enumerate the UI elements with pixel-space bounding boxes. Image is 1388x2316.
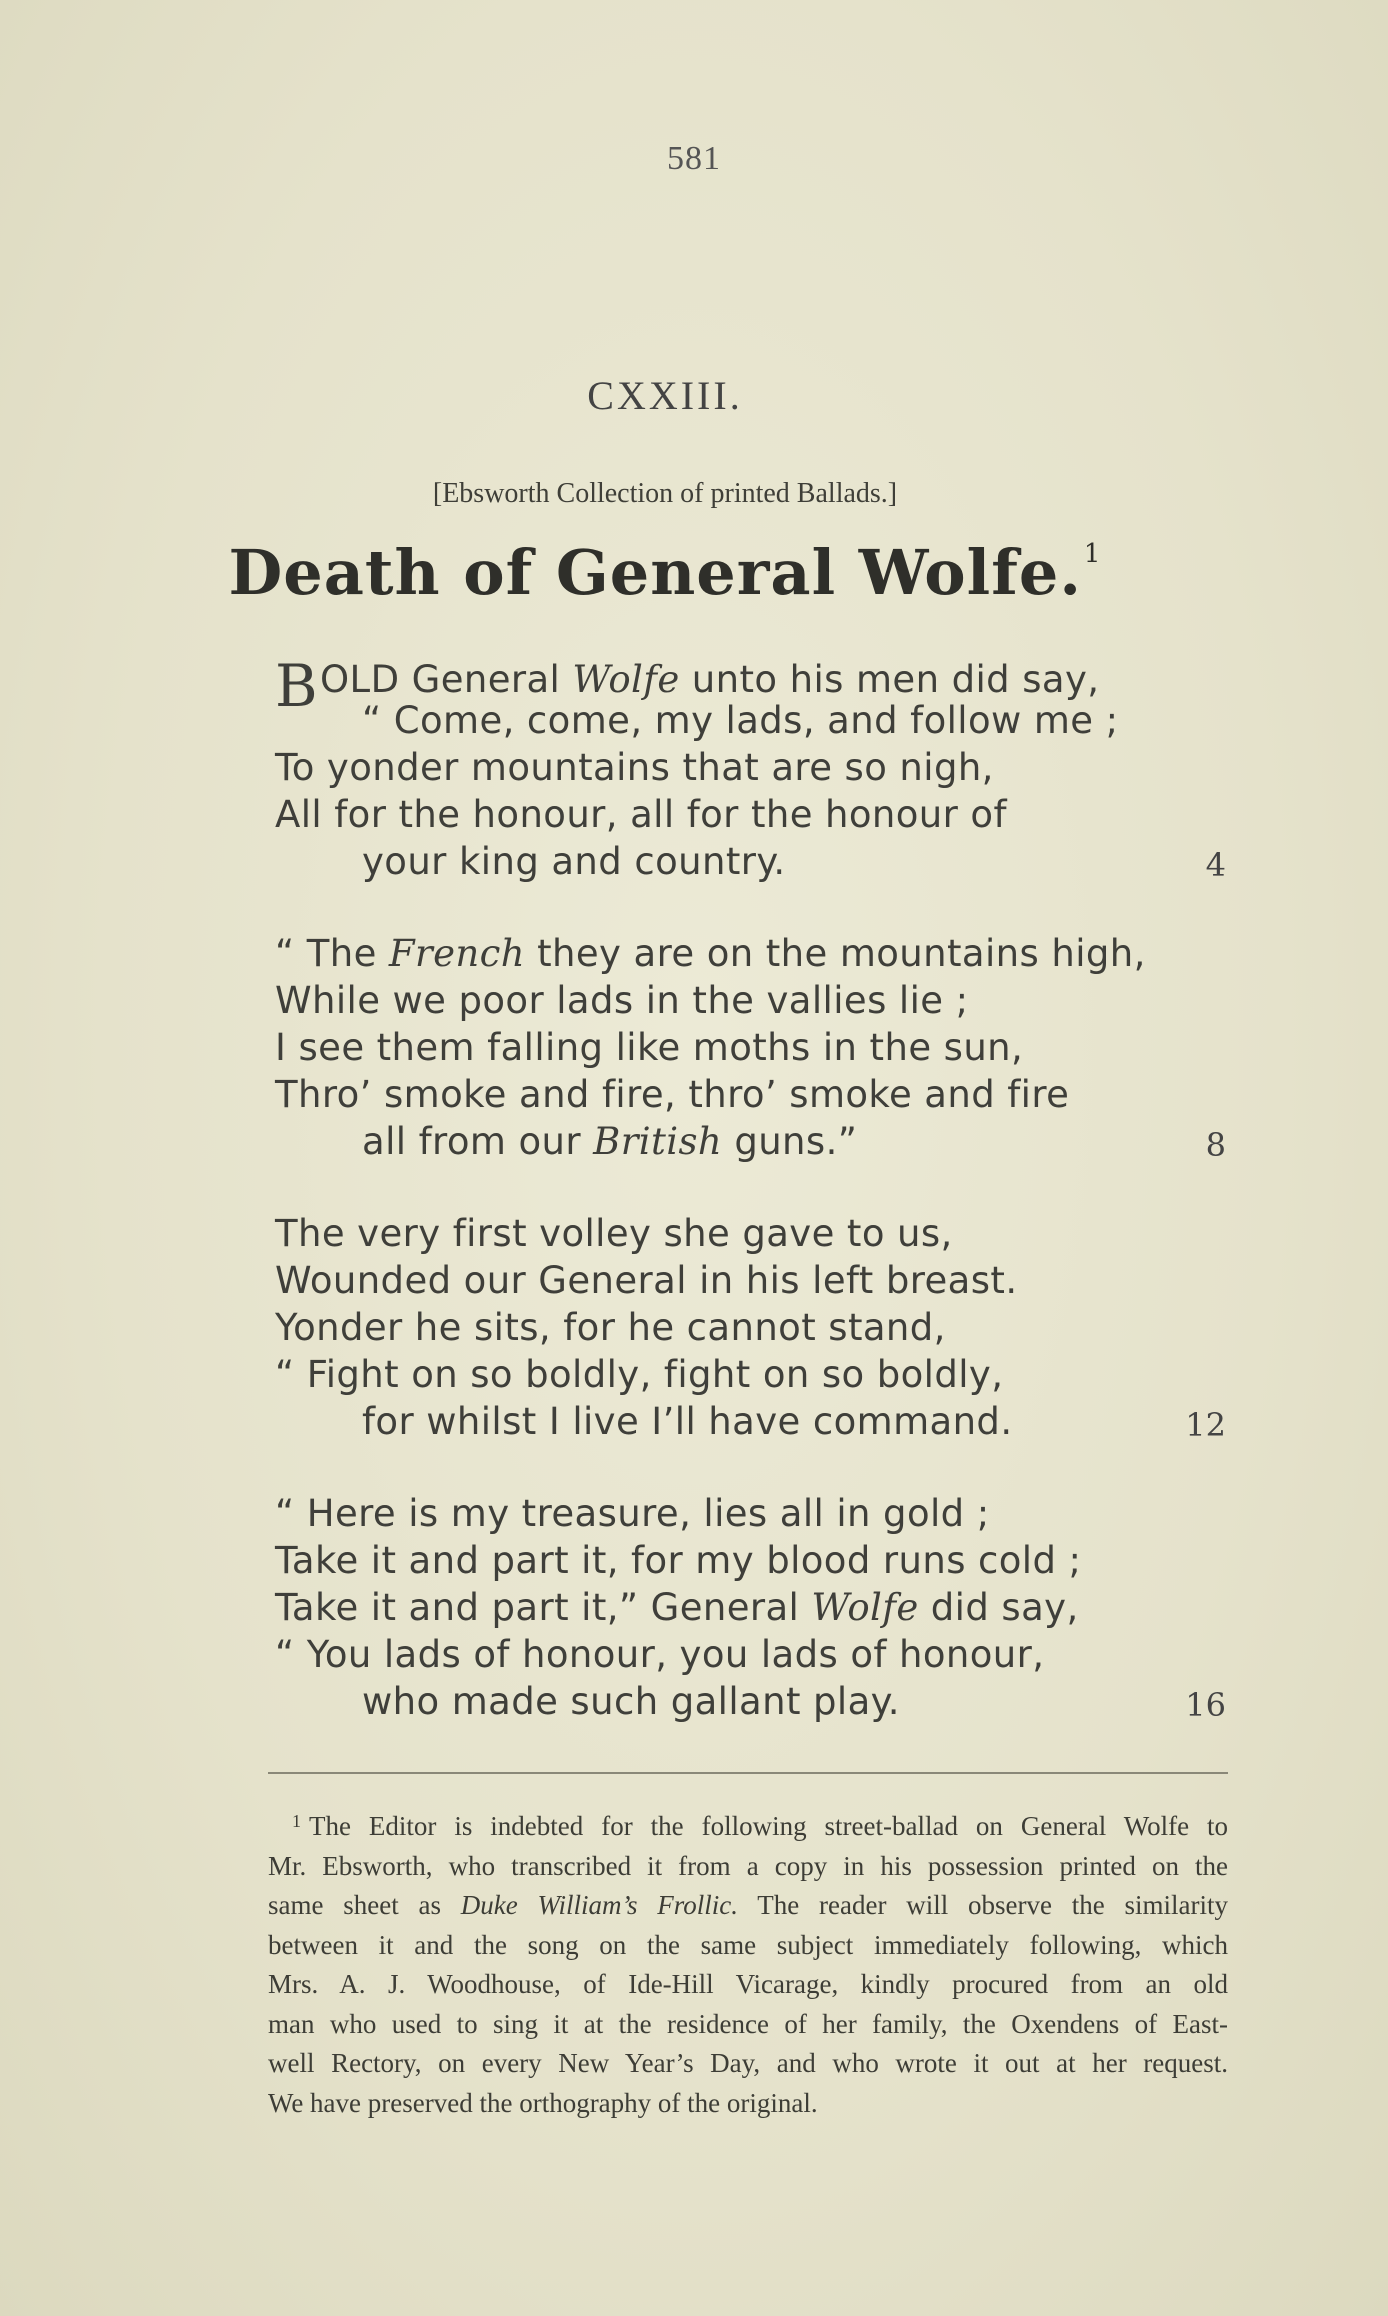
section-number: CXXIII. — [587, 373, 743, 418]
italic-word: British — [593, 1120, 723, 1163]
verse-line — [275, 1259, 1018, 1302]
verse-line — [275, 932, 1146, 975]
verse-line — [362, 1120, 857, 1163]
text-run: unto his men did say, — [679, 658, 1100, 701]
footnote-line — [268, 2005, 1228, 2045]
verse-line — [362, 840, 786, 883]
text-run: between it and the song on the same subject immediately following, which — [268, 1929, 1228, 1960]
text-run: While we poor lads in the vallies lie ; — [275, 979, 969, 1022]
text-run: “ Here is my treasure, lies all in gold ; — [275, 1492, 990, 1535]
verse-line — [275, 1492, 990, 1535]
footnote-divider — [268, 1772, 1228, 1774]
verse-line — [275, 1306, 946, 1349]
verse-line — [275, 746, 994, 789]
text-run: The Editor is indebted for the following street-ballad on General Wolfe to — [309, 1811, 1228, 1841]
verse-line — [275, 793, 1007, 836]
verse-line — [275, 979, 968, 1022]
verse-line — [275, 1026, 1023, 1069]
text-run: “ The — [275, 932, 389, 975]
verse-line — [275, 1073, 1069, 1116]
title-footnote-mark: 1 — [1083, 539, 1102, 569]
text-run: The reader will observe the similarity — [738, 1890, 1228, 1920]
italic-word: Duke William’s Frollic. — [460, 1890, 739, 1920]
text-run: guns.” — [722, 1120, 858, 1163]
ballad-title — [0, 536, 1330, 609]
italic-word: French — [388, 932, 525, 975]
drop-cap: B — [275, 652, 319, 720]
ballad-title-text: Death of General Wolfe. — [228, 536, 1082, 609]
italic-word: Wolfe — [811, 1586, 919, 1629]
text-run: for whilst I live I’ll have command. — [362, 1400, 1013, 1443]
page-number: 581 — [667, 140, 721, 177]
verse-line — [275, 1353, 1003, 1396]
text-run: We have preserved the orthography of the original. — [268, 2087, 818, 2118]
footnote-line — [268, 1847, 1228, 1887]
text-run: To yonder mountains that are so nigh, — [275, 746, 994, 789]
line-number: 16 — [1185, 1686, 1226, 1724]
text-run: “ Come, come, my lads, and follow me ; — [362, 699, 1119, 742]
text-run: “ Fight on so boldly, fight on so boldly, — [275, 1353, 1004, 1396]
text-run: same sheet as — [268, 1890, 461, 1920]
text-run: man who used to sing it at the residence of her family, the Oxendens of East- — [268, 2008, 1228, 2039]
text-run: well Rectory, on every New Year’s Day, and who wrote it out at her request. — [268, 2048, 1228, 2078]
text-run: All for the honour, all for the honour of — [275, 793, 1007, 836]
footnote-line — [268, 1926, 1228, 1966]
verse-line — [275, 1539, 1081, 1582]
text-run: Yonder he sits, for he cannot stand, — [275, 1306, 946, 1349]
verse-line — [362, 1680, 900, 1723]
footnote-line — [268, 2084, 1228, 2124]
verse-line — [362, 1400, 1012, 1443]
footnote-line — [268, 1802, 1228, 1847]
line-number: 4 — [1205, 846, 1226, 884]
footnote-line — [268, 1965, 1228, 2005]
footnote-line — [268, 1886, 1228, 1926]
text-run: Mrs. A. J. Woodhouse, of Ide-Hill Vicarage, kindly procured from an old — [268, 1969, 1228, 1999]
line-number: 12 — [1185, 1406, 1226, 1444]
text-run: Wounded our General in his left breast. — [275, 1259, 1018, 1302]
verse-line — [275, 1586, 1079, 1629]
text-run: Take it and part it,” General — [275, 1586, 812, 1629]
text-run: “ You lads of honour, you lads of honour, — [275, 1633, 1045, 1676]
text-run: all from our — [362, 1120, 594, 1163]
text-run: Take it and part it, for my blood runs cold ; — [275, 1539, 1082, 1582]
italic-word: Wolfe — [572, 658, 680, 701]
text-run: your king and country. — [362, 840, 786, 883]
text-run: Mr. Ebsworth, who transcribed it from a copy in his possession printed on the — [268, 1850, 1228, 1881]
verse-line — [275, 1212, 953, 1255]
footnote-line — [268, 2044, 1228, 2084]
text-run: who made such gallant play. — [362, 1680, 900, 1723]
text-run: OLD General — [320, 658, 573, 701]
text-run: Thro’ smoke and fire, thro’ smoke and fire — [275, 1073, 1070, 1116]
text-run: The very first volley she gave to us, — [275, 1212, 953, 1255]
source-note: [Ebsworth Collection of printed Ballads.] — [432, 478, 898, 509]
footnote — [268, 1802, 1228, 2123]
verse-line — [275, 1633, 1044, 1676]
verse-line — [362, 699, 1118, 742]
text-run: did say, — [918, 1586, 1079, 1629]
footnote-mark: 1 — [292, 1811, 301, 1831]
line-number: 8 — [1205, 1126, 1226, 1164]
text-run: I see them falling like moths in the sun, — [275, 1026, 1024, 1069]
text-run: they are on the mountains high, — [524, 932, 1146, 975]
